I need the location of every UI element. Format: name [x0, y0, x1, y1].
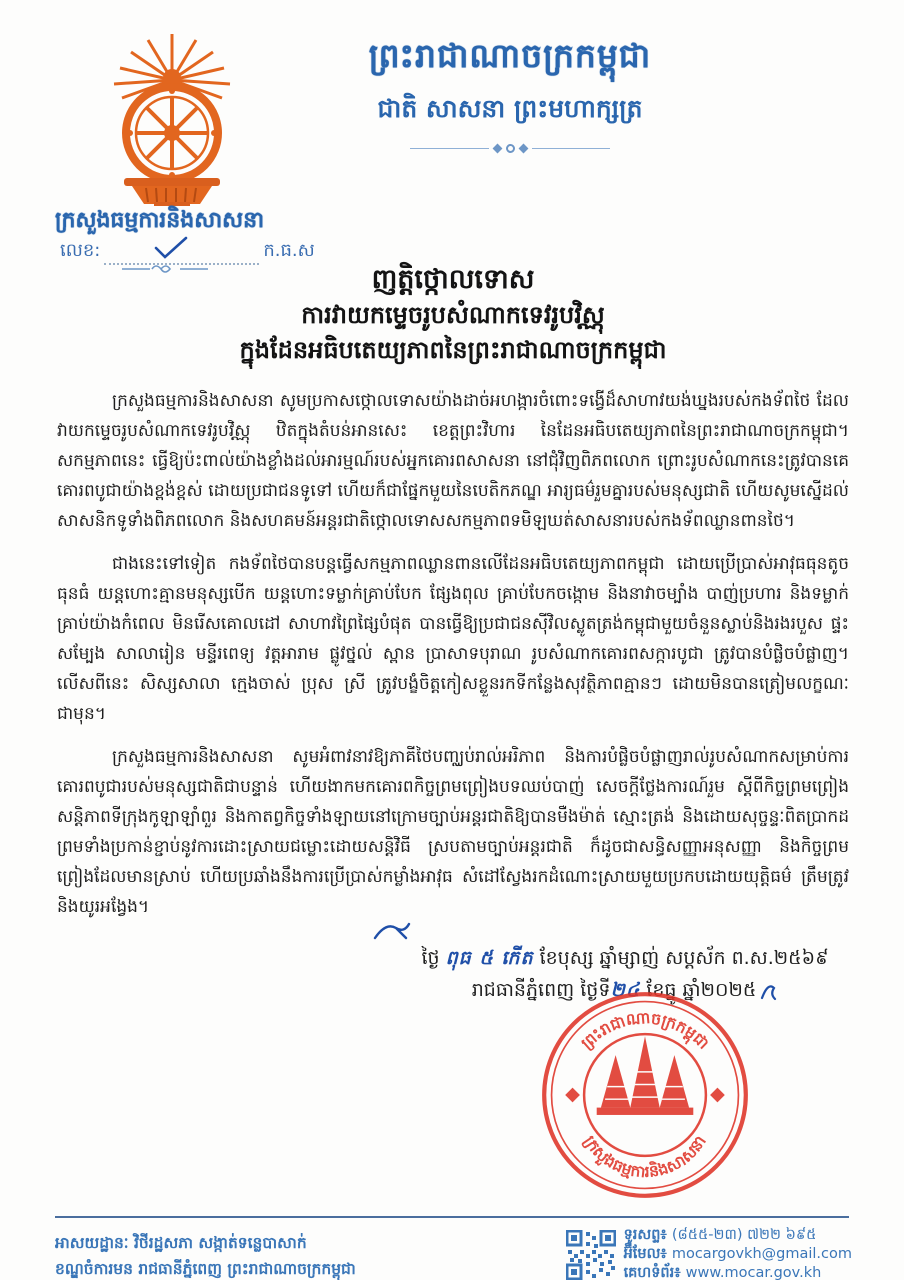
letterhead: [255, 36, 765, 153]
paragraph-2: ជាងនេះទៅទៀត កងទ័ពថៃបានបន្តធ្វើសកម្មភាពឈ្លានពានលើដែនអធិបតេយ្យភាពកម្ពុជា ដោយប្រើប្រាស់អាវុធធុនតូច ធុនធំ យន្តហោះគ្មានមនុស្សបើក យន្តហោះទម្លាក់គ្រាប់បែក ផ្សែងពុល គ្រាប់បែកចង្កោម និងនាវាចម្បាំង បាញ់ប្រហារ និងទម្លាក់គ្រាប់យ៉ាងកំពេល មិនរើសគោលដៅ សាហាវព្រៃផ្សៃបំផុត បានធ្វើឱ្យប្រជាជនស៊ីវិលស្លូតត្រង់កម្ពុជាមួយចំនួនស្លាប់និងរងរបួស ផ្ទះសម្បែង សាលារៀន មន្ទីរពេទ្យ វត្តអារាម ផ្លូវថ្នល់ ស្ពាន ប្រាសាទបុរាណ រូបសំណាកគោរពសក្ការបូជា ត្រូវបានបំផ្លិចបំផ្លាញ។ លើសពីនេះ សិស្សសាលា ក្មេងចាស់ ប្រុស ស្រី ត្រូវបង្ខំចិត្តកៀសខ្លួនរកទីកន្លែងសុវត្ថិភាពគ្មានៗ ដោយមិនបានត្រៀមលក្ខណៈជាមុន។: [57, 554, 849, 724]
left-diamond: [565, 1088, 580, 1103]
handwritten-day: ពុធ ៥ កើត: [445, 947, 534, 969]
right-diamond: [710, 1088, 725, 1103]
title-line-3: ក្នុងដែនអធិបតេយ្យភាពនៃព្រះរាជាណាចក្រកម្ពុជា: [239, 336, 667, 364]
phone-number: (៨៥៥-២៣) ៧២២ ៦៩៥: [671, 1227, 817, 1243]
footer-address: [55, 1230, 356, 1280]
website-url: www.mocar.gov.kh: [685, 1265, 822, 1280]
stamp-bottom-text: ក្រសួងធម្មការនិងសាសនា: [580, 1131, 710, 1182]
date-prefix: ថ្ងៃ: [421, 947, 440, 969]
footer-contact-lines: [624, 1226, 852, 1280]
ref-suffix: ក.ធ.ស: [263, 240, 315, 261]
ministry-emblem-dharma-wheel-icon: [84, 28, 260, 208]
dharma-wheel: [126, 87, 218, 179]
angkor-towers-icon: [597, 1036, 694, 1115]
title-line-1: ញត្តិថ្កោលទោស: [371, 264, 535, 295]
address-line-2: ខណ្ឌចំការមន រាជធានីភ្នំពេញ ព្រះរាជាណាចក្រកម្ពុជា: [55, 1260, 356, 1278]
ministry-name: ក្រសួងធម្មការនិងសាសនា: [55, 208, 265, 233]
website-line: គេហទំព័រ៖ www.mocar.gov.kh: [623, 1265, 822, 1280]
ministry-red-stamp: [540, 990, 750, 1200]
handwritten-date-number: ២៤: [610, 979, 641, 1001]
paragraph-3: ក្រសួងធម្មការនិងសាសនា សូមអំពាវនាវឱ្យភាគីថៃបញ្ឈប់រាល់អរិភាព និងការបំផ្លិចបំផ្លាញរាល់រូបសំណាកសម្រាប់ការគោរពបូជារបស់មនុស្សជាតិជាបន្ទាន់ ហើយងាកមកគោរពកិច្ចព្រមព្រៀងបទឈប់បាញ់ សេចក្តីថ្លែងការណ៍រួម ស្តីពីកិច្ចព្រមព្រៀងសន្តិភាពទីក្រុងកូឡាឡាំពួរ និងកាតព្វកិច្ចទាំងឡាយនៅក្រោមច្បាប់អន្តរជាតិឱ្យបានមឺងម៉ាត់ ស្មោះត្រង់ និងដោយសុច្ចន្ទៈពិតប្រាកដ ព្រមទាំងប្រកាន់ខ្ជាប់នូវការដោះស្រាយជម្លោះដោយសន្តិវិធី ស្របតាមច្បាប់អន្តរជាតិ ក៏ដូចជាសន្ធិសញ្ញាអនុសញ្ញា និងកិច្ចព្រមព្រៀងដែលមានស្រាប់ ហើយប្រឆាំងនឹងការប្រើប្រាស់កម្លាំងអាវុធ សំដៅស្វែងរកដំណោះស្រាយមួយប្រកបដោយយុត្តិធម៌ ត្រឹមត្រូវ និងយូរអង្វែង។: [57, 747, 849, 917]
letter-body: [57, 386, 849, 935]
kingdom-title: ព្រះរាជាណាចក្រកម្ពុជា: [368, 36, 652, 75]
email-address: mocargovkh@gmail.com: [671, 1246, 852, 1262]
qr-code-icon: [566, 1230, 616, 1280]
title-line-2: ការវាយកម្ទេចរូបសំណាកទេវរូបវិស្ណុ: [301, 301, 605, 329]
pedestal: [124, 178, 220, 206]
footer-divider: [55, 1216, 849, 1218]
ref-label: លេខ:: [60, 240, 101, 261]
footer-contact-block: [566, 1226, 852, 1280]
gregorian-date-suffix: ខែធ្នូ ឆ្នាំ២០២៥: [646, 979, 757, 1001]
document-title: [57, 262, 849, 368]
paragraph-1: ក្រសួងធម្មការនិងសាសនា សូមប្រកាសថ្កោលទោសយ៉ាងដាច់អហង្ការចំពោះទង្វើដ៏សាហាវយង់ឃ្នងរបស់កងទ័ពថៃ ដែលវាយកម្ទេចរូបសំណាកទេវរូបវិស្ណុ ឋិតក្នុងតំបន់អានសេះ ខេត្តព្រះវិហារ នៃដែនអធិបតេយ្យភាពនៃព្រះរាជាណាចក្រកម្ពុជា។ សកម្មភាពនេះ ធ្វើឱ្យប៉ះពាល់យ៉ាងខ្លាំងដល់អារម្មណ៍របស់អ្នកគោរពសាសនា នៅជុំវិញពិភពលោក ព្រោះរូបសំណាកនេះត្រូវបានគេគោរពបូជាយ៉ាងខ្ពង់ខ្ពស់ ដោយប្រជាជនទូទៅ ហើយក៏ជាផ្នែកមួយនៃបេតិកភណ្ឌ អារ្យធម៌រួមគ្នារបស់មនុស្សជាតិ ហើយសូមស្នើដល់សាសនិកទូទាំងពិភពលោក និងសហគមន៍អន្តរជាតិថ្កោលទោសសកម្មភាពទមិឡឃត់សាសនារបស់កងទ័ពឈ្លានពានថៃ។: [57, 391, 849, 531]
handwritten-checkmark-icon: [152, 235, 190, 261]
date-flourish-icon: [758, 980, 778, 1002]
lunar-date-line: [380, 942, 870, 974]
divider-ornament-icon: [410, 144, 610, 153]
city-date-prefix: រាជធានីភ្នំពេញ ថ្ងៃទី: [471, 979, 611, 1001]
pen-flourish-icon: [372, 918, 412, 944]
email-line: អ៊ីមែល៖ mocargovkh@gmail.com: [623, 1246, 852, 1262]
address-line-1: អាសយដ្ឋានៈ វិថីរដ្ឋសភា សង្កាត់ទន្លេបាសាក់: [55, 1234, 307, 1252]
national-motto: ជាតិ សាសនា ព្រះមហាក្សត្រ: [377, 94, 643, 123]
stamp-top-text: ព្រះរាជាណាចក្រកម្ពុជា: [577, 1007, 714, 1053]
phone-line: ទូរសព្ទ៖ (៨៥៥-២៣) ៧២២ ៦៩៥: [623, 1227, 817, 1243]
lunar-date-rest: ខែបុស្ស ឆ្នាំម្សាញ់ សប្តស័ក ព.ស.២៥៦៩: [539, 947, 829, 969]
reference-number-line: [60, 238, 315, 265]
